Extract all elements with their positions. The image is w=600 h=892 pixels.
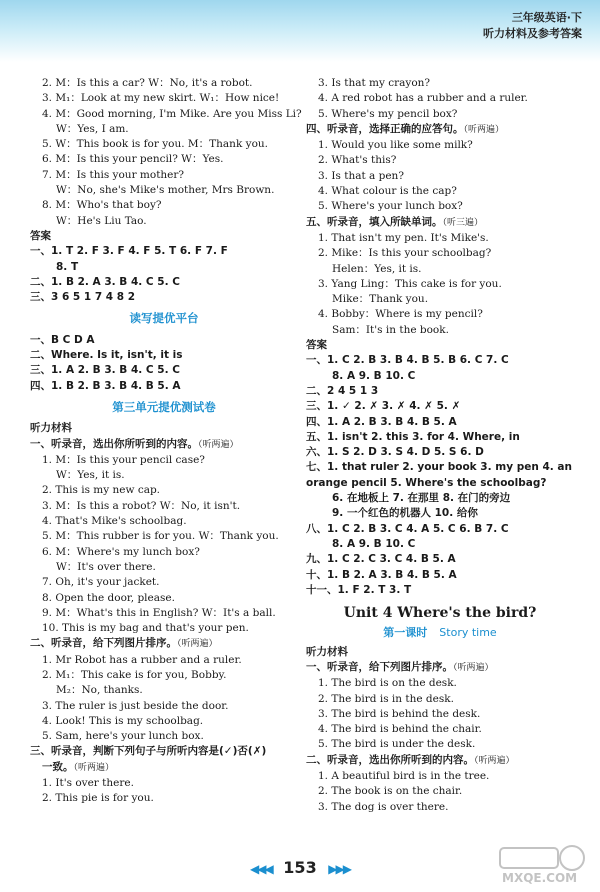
text-line — [306, 169, 574, 184]
line-text: 1. Would you like some milk? — [318, 139, 473, 152]
answer-line — [306, 552, 574, 567]
line-text: Helen：Yes, it is. — [332, 262, 422, 275]
text-line — [306, 277, 574, 292]
section-title — [306, 645, 574, 660]
line-text: 5. Where's my pencil box? — [318, 107, 458, 120]
line-text: 8. M：Who's that boy? — [42, 199, 162, 212]
unit-title — [306, 606, 574, 621]
line-text: 4. Look! This is my schoolbag. — [42, 714, 204, 727]
line-text: 一致。 — [42, 760, 74, 773]
line-text: W：It's over there. — [56, 560, 156, 573]
listen-note: （听三遍） — [442, 217, 484, 228]
line-text: 3. The bird is behind the desk. — [318, 707, 481, 720]
section-title — [30, 636, 298, 652]
line-text: 9. 一个红色的机器人 10. 给你 — [332, 507, 478, 520]
lesson-title — [306, 625, 574, 640]
text-line — [30, 575, 298, 590]
line-text: 二、听录音，选出你所听到的内容。 — [306, 753, 474, 766]
line-text: 2. M₁：This cake is for you, Bobby. — [42, 668, 227, 681]
line-text: 二、1. B 2. A 3. B 4. C 5. C — [30, 275, 180, 288]
line-text: 6. M：Is this your pencil? W：Yes. — [42, 153, 224, 166]
text-line — [30, 107, 302, 122]
answer-line — [30, 260, 298, 275]
line-text: 三、1. ✓ 2. ✗ 3. ✗ 4. ✗ 5. ✗ — [306, 400, 461, 413]
line-text: 4. That's Mike's schoolbag. — [42, 515, 187, 528]
text-line — [306, 107, 574, 122]
answer-line — [306, 568, 574, 583]
line-text: 一、听录音，选出你所听到的内容。 — [30, 437, 198, 450]
line-text: 2. This is my new cap. — [42, 484, 161, 497]
text-line — [306, 722, 574, 737]
answer-line — [306, 399, 574, 414]
line-text: 3. Is that a pen? — [318, 169, 404, 182]
line-text: 五、1. isn't 2. this 3. for 4. Where, in — [306, 430, 520, 443]
text-line — [30, 183, 298, 198]
lesson-name: Story time — [439, 626, 497, 640]
page-number: 153 — [283, 858, 317, 877]
text-line — [306, 676, 574, 691]
text-line — [306, 737, 574, 752]
text-line — [30, 683, 298, 698]
answer-line — [306, 491, 574, 506]
line-text: 5. The bird is under the desk. — [318, 738, 476, 751]
line-text: 1. The bird is on the desk. — [318, 677, 457, 690]
line-text: 2. This pie is for you. — [42, 792, 154, 805]
section-title — [306, 753, 574, 769]
line-text: 一、1. C 2. B 3. B 4. B 5. B 6. C 7. C — [306, 354, 509, 367]
text-line — [306, 323, 574, 338]
text-line — [30, 591, 298, 606]
line-text: 答案 — [30, 229, 51, 242]
line-text: Sam：It's in the book. — [332, 323, 449, 336]
line-text: 5. M：This rubber is for you. W：Thank you. — [42, 530, 279, 543]
text-line — [306, 784, 574, 799]
line-text: 二、听录音，给下列图片排序。 — [30, 637, 177, 650]
answer-line — [30, 333, 298, 348]
line-text: 八、1. C 2. B 3. C 4. A 5. C 6. B 7. C — [306, 522, 509, 535]
right-column — [306, 76, 574, 815]
line-text: W：He's Liu Tao. — [56, 214, 147, 227]
text-line — [30, 729, 298, 744]
watermark-logo — [494, 842, 590, 886]
section-title — [30, 744, 298, 759]
section-title — [306, 215, 574, 231]
header-line1: 三年级英语·下 — [511, 11, 582, 24]
text-line — [30, 91, 298, 106]
line-text: 4. A red robot has a rubber and a ruler. — [318, 92, 528, 105]
line-text: 3. Is that my crayon? — [318, 77, 431, 89]
answer-line — [306, 338, 574, 353]
section-title — [30, 437, 298, 453]
line-text: 六、1. S 2. D 3. S 4. D 5. S 6. D — [306, 446, 484, 459]
answer-line — [306, 506, 574, 521]
prev-arrows-icon: ◀◀◀ — [250, 862, 272, 876]
text-line — [306, 307, 574, 322]
line-text: 十、1. B 2. A 3. B 4. B 5. A — [306, 568, 457, 581]
section-title — [30, 760, 298, 776]
line-text: 二、Where. Is it, isn't, it is — [30, 349, 183, 362]
answer-line — [30, 229, 298, 244]
answer-line — [30, 379, 298, 394]
text-line — [306, 692, 574, 707]
section-heading — [30, 311, 298, 326]
listen-note: （听两遍） — [453, 662, 494, 673]
line-text: 5. Sam, here's your lunch box. — [42, 730, 204, 743]
line-text: 三、3 6 5 1 7 4 8 2 — [30, 291, 136, 304]
line-text: 4. M：Good morning, I'm Mike. Are you Miss Li? — [42, 107, 302, 120]
line-text: 3. M：Is this a robot? W：No, it isn't. — [42, 499, 241, 512]
text-line — [30, 668, 298, 683]
answer-line — [30, 290, 298, 305]
lesson-number: 第一课时 — [383, 626, 428, 640]
text-line — [30, 137, 298, 152]
text-line — [30, 653, 298, 668]
listen-note: （听两遍） — [198, 439, 239, 450]
line-text: 4. Bobby：Where is my pencil? — [318, 308, 483, 321]
answer-line — [306, 476, 574, 491]
line-text: 6. 在地板上 7. 在那里 8. 在门的旁边 — [332, 492, 511, 505]
answer-line — [306, 583, 574, 598]
line-text: 一、1. T 2. F 3. F 4. F 5. T 6. F 7. F — [30, 245, 228, 258]
text-line — [30, 214, 298, 229]
line-text: 四、1. A 2. B 3. B 4. B 5. A — [306, 415, 457, 428]
text-line — [30, 714, 298, 729]
text-line — [30, 168, 298, 183]
line-text: 3. M₁：Look at my new skirt. W₁：How nice! — [42, 92, 280, 105]
line-text: W：No, she's Mike's mother, Mrs Brown. — [56, 184, 275, 197]
line-text: 2. What's this? — [318, 154, 397, 167]
line-text: 二、2 4 5 1 3 — [306, 384, 379, 397]
line-text: 听力材料 — [306, 645, 348, 658]
line-text: 3. Yang Ling：This cake is for you. — [318, 277, 502, 290]
text-line — [306, 292, 574, 307]
text-line — [30, 529, 298, 544]
line-text: 1. It's over there. — [42, 777, 134, 790]
line-text: 4. The bird is behind the chair. — [318, 723, 482, 736]
line-text: 四、1. B 2. B 3. B 4. B 5. A — [30, 379, 181, 392]
line-text: 三、听录音，判断下列句子与所听内容是(✓)否(✗) — [30, 745, 267, 758]
line-text: 6. M：Where's my lunch box? — [42, 545, 200, 558]
line-text: 1. M：Is this your pencil case? — [42, 453, 205, 466]
text-line — [306, 800, 574, 815]
line-text: 答案 — [306, 339, 327, 352]
line-text: 九、1. C 2. C 3. C 4. B 5. A — [306, 553, 456, 566]
text-line — [306, 262, 574, 277]
text-line — [30, 776, 298, 791]
text-line — [306, 769, 574, 784]
answer-line — [306, 415, 574, 430]
text-line — [30, 514, 298, 529]
line-text: 3. The dog is over there. — [318, 800, 449, 813]
answer-line — [306, 369, 574, 384]
answer-line — [306, 445, 574, 460]
line-text: 一、B C D A — [30, 333, 95, 346]
text-line — [30, 453, 298, 468]
text-line — [30, 499, 298, 514]
listen-note: （听两遍） — [177, 639, 218, 650]
left-column — [30, 76, 302, 807]
listen-note: （听两遍） — [73, 762, 115, 773]
listen-note: （听两遍） — [463, 124, 505, 135]
line-text: 第三单元提优测试卷 — [112, 399, 216, 414]
watermark-logo-icon — [494, 842, 590, 886]
line-text: 2. Mike：Is this your schoolbag? — [318, 247, 492, 260]
watermark-text: MXQE.COM — [502, 871, 578, 885]
text-line — [30, 606, 298, 621]
text-line — [306, 231, 574, 246]
line-text: 7. Oh, it's your jacket. — [42, 576, 160, 589]
line-text: 四、听录音，选择正确的应答句。 — [306, 122, 464, 135]
text-line — [30, 699, 298, 714]
section-title — [306, 660, 574, 676]
answer-line — [306, 384, 574, 399]
text-line — [306, 246, 574, 261]
answer-line — [306, 353, 574, 368]
text-line — [30, 791, 298, 806]
line-text: 8. A 9. B 10. C — [332, 537, 416, 550]
answer-line — [30, 363, 298, 378]
section-title — [30, 421, 298, 436]
line-text: 2. M：Is this a car? W：No, it's a robot. — [42, 77, 253, 89]
answer-line — [306, 522, 574, 537]
section-heading — [30, 400, 298, 415]
line-text: 七、1. that ruler 2. your book 3. my pen 4. an — [306, 461, 572, 474]
text-line — [306, 184, 574, 199]
text-line — [306, 91, 574, 106]
line-text: Unit 4 Where's the bird? — [343, 605, 537, 622]
text-line — [30, 560, 298, 575]
line-text: orange pencil 5. Where's the schoolbag? — [306, 476, 547, 489]
line-text: 4. What colour is the cap? — [318, 185, 457, 198]
answer-line — [30, 244, 298, 259]
text-line — [306, 199, 574, 214]
listen-note: （听两遍） — [474, 755, 515, 766]
running-header — [483, 10, 582, 42]
text-line — [30, 198, 298, 213]
text-line — [30, 76, 298, 91]
text-line — [30, 545, 298, 560]
text-line — [30, 468, 298, 483]
line-text: 1. That isn't my pen. It's Mike's. — [318, 231, 489, 244]
line-text: 五、听录音，填入所缺单词。 — [306, 215, 443, 228]
next-arrows-icon: ▶▶▶ — [328, 862, 350, 876]
answer-line — [306, 430, 574, 445]
line-text: 听力材料 — [30, 422, 72, 435]
line-text: 9. M：What's this in English? W：It's a ball. — [42, 606, 276, 619]
line-text: 7. M：Is this your mother? — [42, 168, 185, 181]
line-text: 2. The bird is in the desk. — [318, 692, 454, 705]
text-line — [306, 707, 574, 722]
line-text: 十一、1. F 2. T 3. T — [306, 583, 412, 596]
line-text: 8. T — [56, 260, 79, 273]
line-text: M₂：No, thanks. — [56, 684, 143, 697]
line-text: 三、1. A 2. B 3. B 4. C 5. C — [30, 364, 180, 377]
line-text: 5. W：This book is for you. M：Thank you. — [42, 138, 268, 151]
line-text: 10. This is my bag and that's your pen. — [42, 622, 249, 635]
line-text: W：Yes, it is. — [56, 469, 125, 482]
text-line — [30, 483, 298, 498]
text-line — [30, 152, 298, 167]
line-text: 一、听录音，给下列图片排序。 — [306, 660, 453, 673]
line-text: Mike：Thank you. — [332, 293, 429, 306]
text-line — [306, 76, 574, 91]
line-text: 1. Mr Robot has a rubber and a ruler. — [42, 653, 242, 666]
line-text: 8. A 9. B 10. C — [332, 369, 416, 382]
text-line — [306, 153, 574, 168]
line-text: 5. Where's your lunch box? — [318, 200, 463, 213]
answer-line — [30, 275, 298, 290]
line-text: 2. The book is on the chair. — [318, 785, 463, 798]
text-line — [30, 621, 298, 636]
section-title — [306, 122, 574, 138]
text-line — [30, 122, 298, 137]
line-text: 3. The ruler is just beside the door. — [42, 699, 229, 712]
line-text: 1. A beautiful bird is in the tree. — [318, 770, 490, 783]
line-text: W：Yes, I am. — [56, 122, 129, 135]
text-line — [306, 138, 574, 153]
answer-line — [30, 348, 298, 363]
line-text: 读写提优平台 — [129, 311, 199, 326]
line-text: 8. Open the door, please. — [42, 591, 175, 604]
answer-line — [306, 537, 574, 552]
header-line2: 听力材料及参考答案 — [483, 27, 582, 40]
answer-line — [306, 460, 574, 475]
